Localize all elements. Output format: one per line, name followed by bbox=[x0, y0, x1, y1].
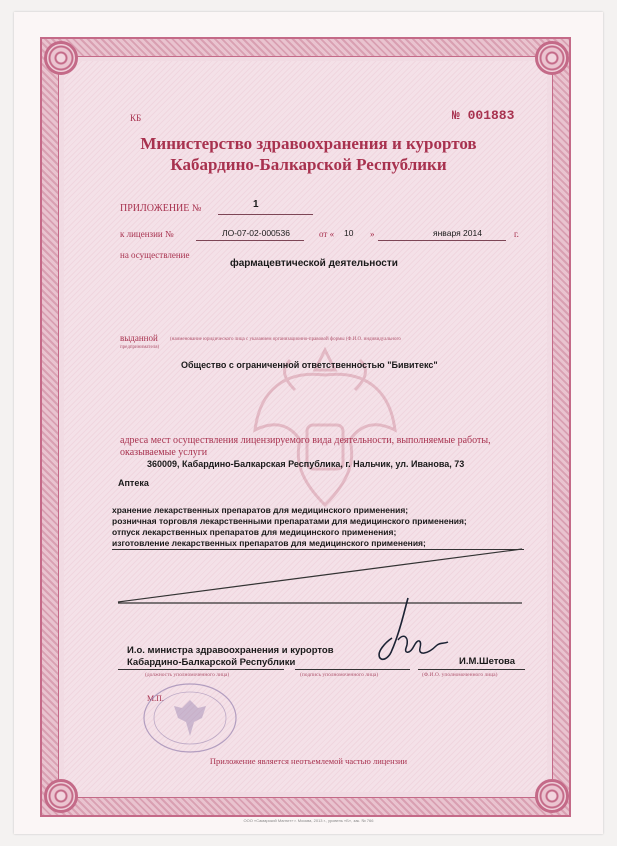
license-number: ЛО-07-02-000536 bbox=[222, 228, 290, 238]
activity-address: 360009, Кабардино-Балкарская Республика, г. Нальчик, ул. Иванова, 73 bbox=[147, 459, 465, 469]
position-underline bbox=[118, 669, 284, 670]
license-year-suffix: г. bbox=[514, 229, 519, 239]
name-hint: (Ф.И.О. уполномоченного лица) bbox=[422, 672, 498, 678]
appendix-note: Приложение является неотъемлемой частью лицензии bbox=[209, 756, 408, 766]
official-stamp bbox=[130, 678, 250, 758]
series-code: КБ bbox=[130, 113, 142, 123]
signatory-position-line2: Кабардино-Балкарской Республики bbox=[127, 657, 296, 668]
document-number: № 001883 bbox=[452, 108, 515, 123]
license-day: 10 bbox=[344, 228, 354, 238]
activity-label: на осуществление bbox=[120, 250, 190, 260]
issued-to-organization: Общество с ограниченной ответственностью "Бивитекс" bbox=[181, 360, 438, 370]
signatory-position-line1: И.о. министра здравоохранения и курортов bbox=[127, 645, 334, 656]
work-item: отпуск лекарственных препаратов для медицинского применения; bbox=[112, 527, 397, 537]
address-label-line2: оказываемые услуги bbox=[120, 447, 208, 458]
signatory-name: И.М.Шетова bbox=[459, 656, 516, 667]
license-month-year: января 2014 bbox=[433, 228, 482, 238]
issued-hint-line1: (наименование юридического лица с указанием организационно-правовой формы (Ф.И.О. индивидуального bbox=[170, 337, 401, 342]
license-day-close: » bbox=[370, 229, 375, 239]
printer-info: ООО «Самарский Магнит» г. Москва, 2013 г., уровень «Б», зак. № 766 bbox=[243, 818, 374, 823]
appendix-label: ПРИЛОЖЕНИЕ № bbox=[120, 203, 202, 214]
issued-hint-line2: предпринимателя) bbox=[120, 345, 160, 350]
issued-label: выданной bbox=[120, 333, 158, 343]
appendix-number: 1 bbox=[253, 199, 259, 210]
handwritten-signature bbox=[370, 592, 450, 670]
ministry-title-line2: Кабардино-Балкарской Республики bbox=[170, 155, 447, 174]
position-hint: (должность уполномоченного лица) bbox=[145, 672, 230, 678]
work-item: хранение лекарственных препаратов для медицинского применения; bbox=[112, 505, 409, 515]
ministry-title-line1: Министерство здравоохранения и курортов bbox=[140, 134, 477, 153]
signature-hint: (подпись уполномоченного лица) bbox=[300, 672, 379, 678]
license-label: к лицензии № bbox=[120, 229, 174, 239]
stamp-place-label: М.П. bbox=[147, 694, 164, 703]
work-item: розничная торговля лекарственными препаратами для медицинского применения; bbox=[112, 516, 467, 526]
works-title: Аптека bbox=[118, 478, 149, 488]
work-item: изготовление лекарственных препаратов для медицинского применения; bbox=[112, 538, 426, 548]
address-label-line1: адреса мест осуществления лицензируемого вида деятельности, выполняемые работы, bbox=[120, 435, 491, 446]
license-date-from-label: от « bbox=[319, 229, 335, 239]
activity-value: фармацевтической деятельности bbox=[230, 258, 398, 269]
